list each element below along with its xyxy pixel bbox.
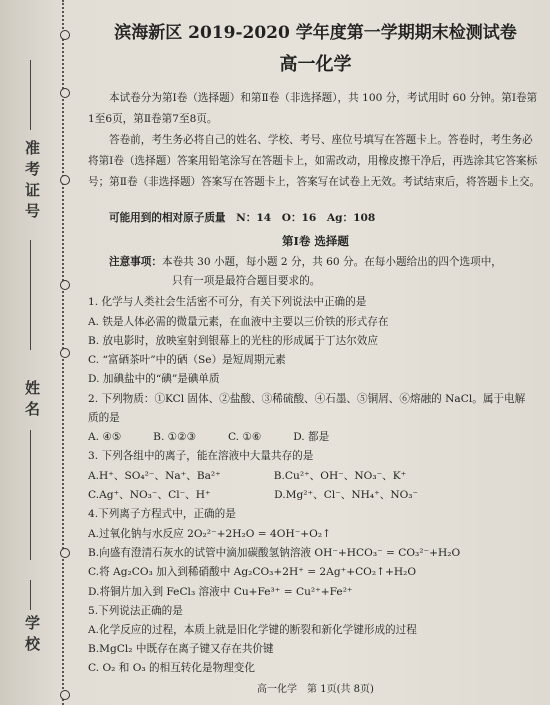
question-4-option-b: B.向盛有澄清石灰水的试管中滴加碳酸氢钠溶液 OH⁻+HCO₃⁻ = CO₃²⁻+H₂O xyxy=(88,547,461,559)
question-1-option-b: B. 放电影时，放映室射到银幕上的光柱的形成属于丁达尔效应 xyxy=(88,335,378,347)
page-footer: 高一化学 第 1页(共 8页) xyxy=(257,684,374,695)
question-1-stem: 1. 化学与人类社会生活密不可分，有关下列说法中正确的是 xyxy=(88,296,367,308)
question-4-option-a: A.过氧化钠与水反应 2O₂²⁻+2H₂O = 4OH⁻+O₂↑ xyxy=(88,528,331,540)
question-4-option-c: C.将 Ag₂CO₃ 加入到稀硝酸中 Ag₂CO₃+2H⁺ = 2Ag⁺+CO₂↑+H₂O xyxy=(88,566,417,578)
exam-id-blank xyxy=(30,240,31,350)
school-label: 学校 xyxy=(23,615,41,657)
atomic-mass-line: 可能用到的相对原子质量 N：14 O：16 Ag：108 xyxy=(109,212,376,224)
question-5-option-c: C. O₂ 和 O₃ 的相互转化是物理变化 xyxy=(88,662,255,674)
notice-label: 注意事项： xyxy=(109,256,162,268)
question-1-option-d: D. 加碘盐中的“碘”是碘单质 xyxy=(88,373,220,385)
school-blank xyxy=(30,580,31,610)
intro-paragraph-1: 本试卷分为第Ⅰ卷（选择题）和第Ⅱ卷（非选择题），共 100 分，考试用时 60 分钟。第Ⅰ卷第1至6页，第Ⅱ卷第7至8页。 xyxy=(88,92,538,125)
binding-hole xyxy=(60,175,70,185)
question-2-stem-cont: 质的是 xyxy=(88,412,120,424)
binding-hole xyxy=(60,88,70,98)
question-2-stem: 2. 下列物质：①KCl 固体、②盐酸、③稀硫酸、④石墨、⑤铜屑、⑥熔融的 NaCl。属于电解 xyxy=(88,393,526,405)
question-1-option-a: A. 铁是人体必需的微量元素，在血液中主要以三价铁的形式存在 xyxy=(88,316,389,328)
exam-subject: 高一化学 xyxy=(279,54,352,75)
question-3-options-cd: C.Ag⁺、NO₃⁻、Cl⁻、H⁺ D.Mg²⁺、Cl⁻、NH₄⁺、NO₃⁻ xyxy=(88,489,419,501)
binding-hole xyxy=(60,348,70,358)
exam-id-label: 准考证号 xyxy=(23,140,41,224)
question-5-option-b: B.MgCl₂ 中既存在离子键又存在共价键 xyxy=(88,643,274,655)
question-4-option-d: D.将铜片加入到 FeCl₃ 溶液中 Cu+Fe³⁺ = Cu²⁺+Fe²⁺ xyxy=(88,586,353,598)
question-1-option-c: C. “富硒茶叶”中的硒（Se）是短周期元素 xyxy=(88,354,286,366)
exam-id-blank xyxy=(30,60,31,130)
question-5-option-a: A.化学反应的过程，本质上就是旧化学键的断裂和新化学键形成的过程 xyxy=(88,624,417,636)
notice-line xyxy=(109,254,502,269)
question-3-stem: 3. 下列各组中的离子，能在溶液中大量共存的是 xyxy=(88,450,314,462)
question-2-options: A. ④⑤ B. ①②③ C. ①⑥ D. 都是 xyxy=(88,431,330,443)
section-1-title: 第Ⅰ卷 选择题 xyxy=(282,234,349,248)
name-label: 姓名 xyxy=(23,380,41,422)
intro-paragraph-2: 答卷前，考生务必将自己的姓名、学校、考号、座位号填写在答题卡上。答卷时，考生务必将第Ⅰ卷（选择题）答案用铅笔涂写在答题卡上，如需改动，用橡皮擦干净后，再选涂其它答案标号；第Ⅱ卷（非选择题）答案写在答题卡上，答案写在试卷上无效。考试结束后，将答题卡上交。 xyxy=(88,134,541,188)
binding-hole xyxy=(60,548,70,558)
question-4-stem: 4.下列离子方程式中，正确的是 xyxy=(88,508,236,520)
question-3-options-ab: A.H⁺、SO₄²⁻、Na⁺、Ba²⁺ B.Cu²⁺、OH⁻、NO₃⁻、K⁺ xyxy=(88,470,407,482)
notice-line-2: 只有一项是最符合题目要求的。 xyxy=(172,275,321,287)
binding-hole xyxy=(60,280,70,290)
notice-text: 本卷共 30 小题，每小题 2 分，共 60 分。在每小题给出的四个选项中， xyxy=(161,256,502,268)
binding-margin xyxy=(0,0,80,705)
question-5-stem: 5.下列说法正确的是 xyxy=(88,605,183,617)
exam-title: 滨海新区 2019-2020 学年度第一学期期末检测试卷 xyxy=(114,23,517,43)
binding-hole xyxy=(60,30,70,40)
binding-hole xyxy=(60,690,70,700)
name-blank xyxy=(30,430,31,560)
